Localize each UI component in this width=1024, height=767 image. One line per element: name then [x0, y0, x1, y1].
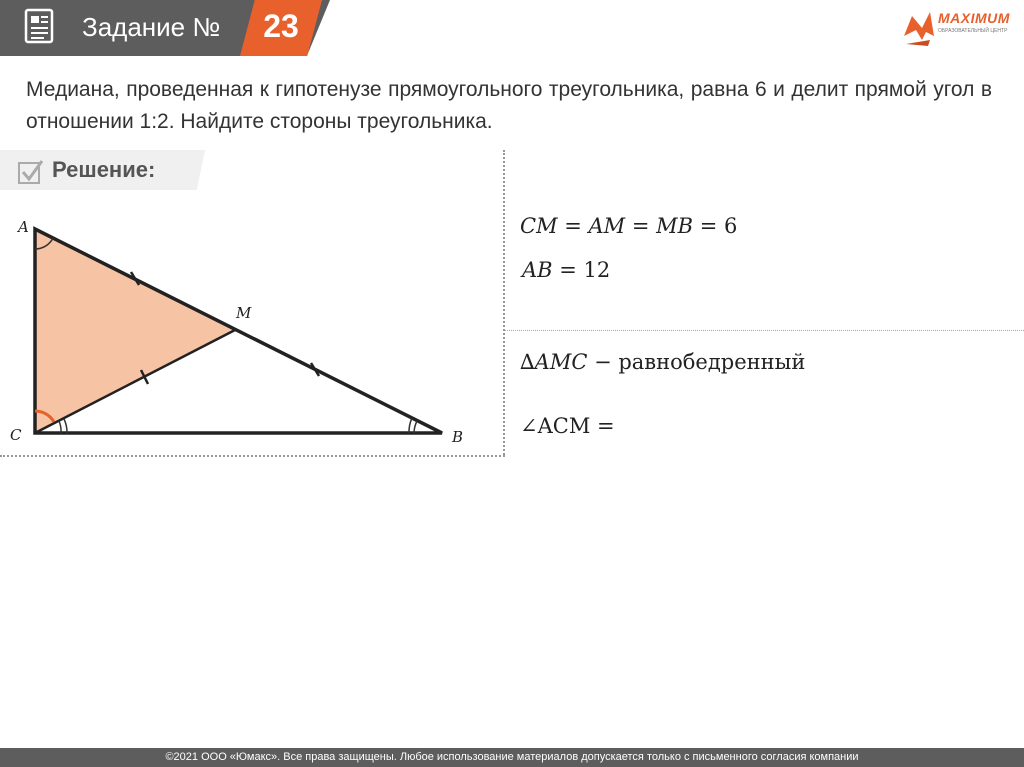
checkbox-icon: [16, 158, 44, 186]
figure-bottom-divider: [0, 455, 505, 457]
vertex-a-label: A: [18, 218, 29, 236]
step-equal-segments: 𝐶𝑀 = 𝐴𝑀 = 𝑀𝐵 = 6: [520, 214, 738, 238]
vertex-b-label: B: [452, 428, 464, 446]
footer-copyright: ©2021 ООО «Юмакс». Все права защищены. Любое использование материалов допускается только с письменного согласия компании: [0, 748, 1024, 767]
step-isosceles: ∆𝐴𝑀𝐶 − равнобедренный: [520, 350, 806, 374]
angle-c-arc-mcb-2: [64, 419, 67, 433]
solution-label: Решение:: [52, 157, 156, 182]
triangle-svg: [0, 200, 500, 455]
angle-b-arc-2: [409, 418, 412, 433]
vertex-m-label: M: [236, 304, 252, 322]
triangle-amc-fill: [35, 229, 235, 433]
vertex-c-label: C: [10, 426, 22, 444]
angle-b-arc-1: [414, 421, 417, 433]
task-label: Задание №: [82, 12, 221, 42]
logo-text: MAXIMUM: [938, 10, 1010, 26]
vertical-divider: [503, 150, 505, 455]
logo-subtitle: ОБРАЗОВАТЕЛЬНЫЙ ЦЕНТР: [938, 28, 1008, 34]
problem-statement: Медиана, проведенная к гипотенузе прямоугольного треугольника, равна 6 и делит прямой угол в отношении 1:2. Найдите стороны треугольника.: [26, 78, 992, 133]
header: [0, 0, 1024, 62]
angle-c-arc-mcb-1: [59, 421, 61, 433]
step-hypotenuse: 𝐴𝐵 = 12: [522, 258, 611, 282]
step-angle-acm: ∠ACM =: [520, 414, 615, 438]
document-icon: [22, 8, 58, 46]
steps-divider: [505, 330, 1024, 331]
task-number: 23: [263, 8, 299, 44]
triangle-figure: [0, 200, 500, 455]
